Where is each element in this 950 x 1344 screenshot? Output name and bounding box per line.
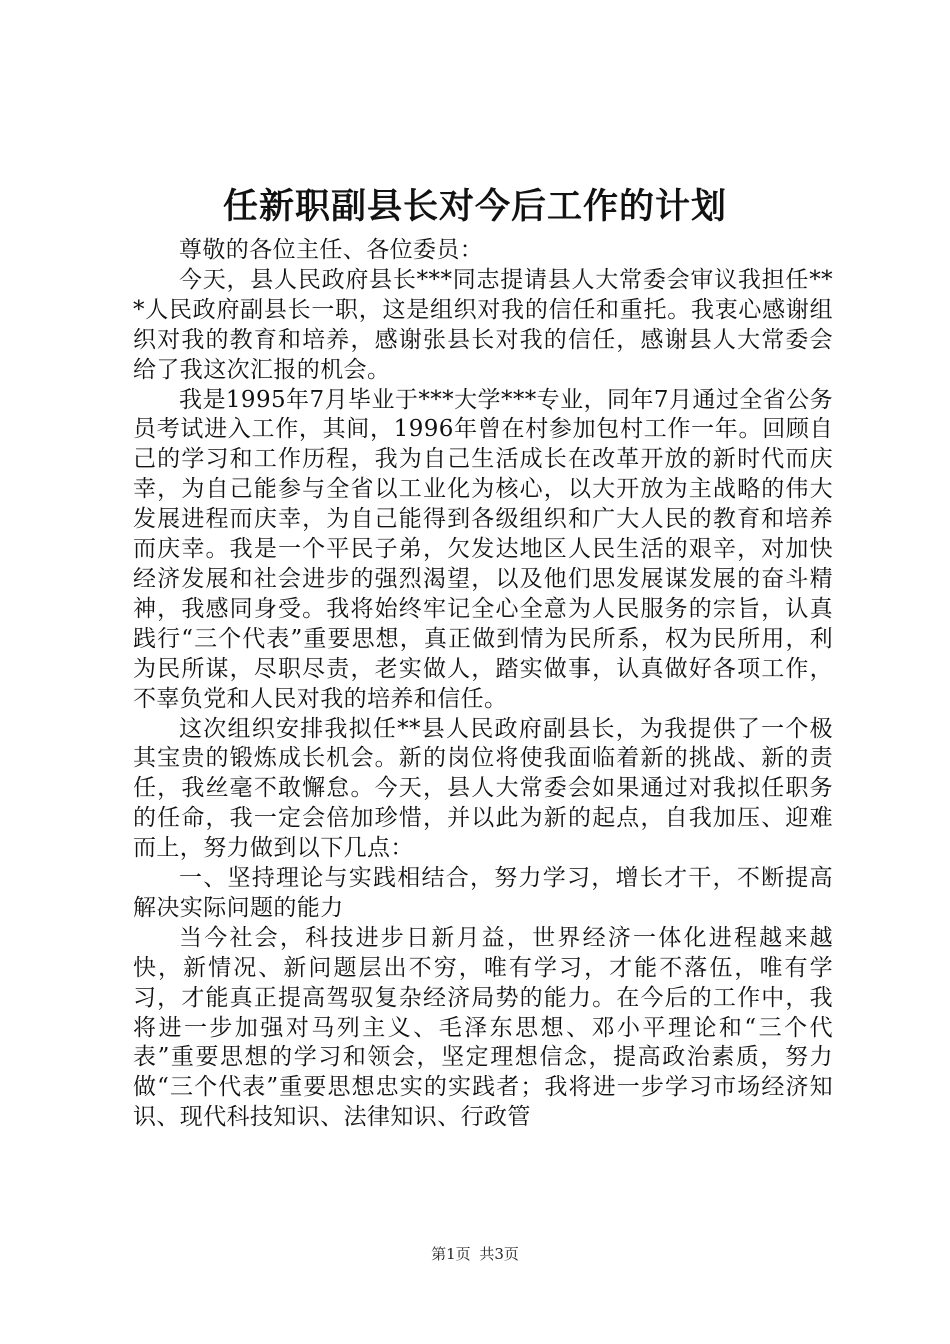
document-title: 任新职副县长对今后工作的计划	[222, 186, 727, 227]
document-body	[133, 236, 833, 1133]
page-footer	[0, 1244, 950, 1264]
paragraph-appointment: 这次组织安排我拟任**县人民政府副县长，为我提供了一个极其宝贵的锻炼成长机会。新的岗位将使我面临着新的挑战、新的责任，我丝毫不敢懈怠。今天，县人大常委会如果通过对我拟任职务的任命，我一定会倍加珍惜，并以此为新的起点，自我加压、迎难而上，努力做到以下几点：	[133, 715, 833, 862]
paragraph-intro: 今天，县人民政府县长***同志提请县人大常委会审议我担任***人民政府副县长一职，这是组织对我的信任和重托。我衷心感谢组织对我的教育和培养，感谢张县长对我的信任，感谢县人大常委会给了我这次汇报的机会。	[133, 266, 833, 383]
page-total: 共3页	[479, 1245, 519, 1263]
paragraph-point-one-heading: 一、坚持理论与实践相结合，努力学习，增长才干，不断提高解决实际问题的能力	[133, 865, 833, 921]
page-number: 第1页	[431, 1245, 471, 1263]
paragraph-background: 我是1995年7月毕业于***大学***专业，同年7月通过全省公务员考试进入工作，其间，1996年曾在村参加包村工作一年。回顾自己的学习和工作历程，我为自己生活成长在改革开放的新时代而庆幸，为自己能参与全省以工业化为核心，以大开放为主战略的伟大发展进程而庆幸，为自己能得到各级组织和广大人民的教育和培养而庆幸。我是一个平民子弟，欠发达地区人民生活的艰辛，对加快经济发展和社会进步的强烈渴望，以及他们思发展谋发展的奋斗精神，我感同身受。我将始终牢记全心全意为人民服务的宗旨，认真践行“三个代表”重要思想，真正做到情为民所系，权为民所用，利为民所谋，尽职尽责，老实做人，踏实做事，认真做好各项工作，不辜负党和人民对我的培养和信任。	[133, 386, 833, 712]
paragraph-salutation: 尊敬的各位主任、各位委员：	[179, 237, 484, 263]
paragraph-point-one-body: 当今社会，科技进步日新月益，世界经济一体化进程越来越快，新情况、新问题层出不穷，唯有学习，才能不落伍，唯有学习，才能真正提高驾驭复杂经济局势的能力。在今后的工作中，我将进一步加强对马列主义、毛泽东思想、邓小平理论和“三个代表”重要思想的学习和领会，坚定理想信念，提高政治素质，努力做“三个代表”重要思想忠实的实践者；我将进一步学习市场经济知识、现代科技知识、法律知识、行政管	[133, 924, 833, 1131]
